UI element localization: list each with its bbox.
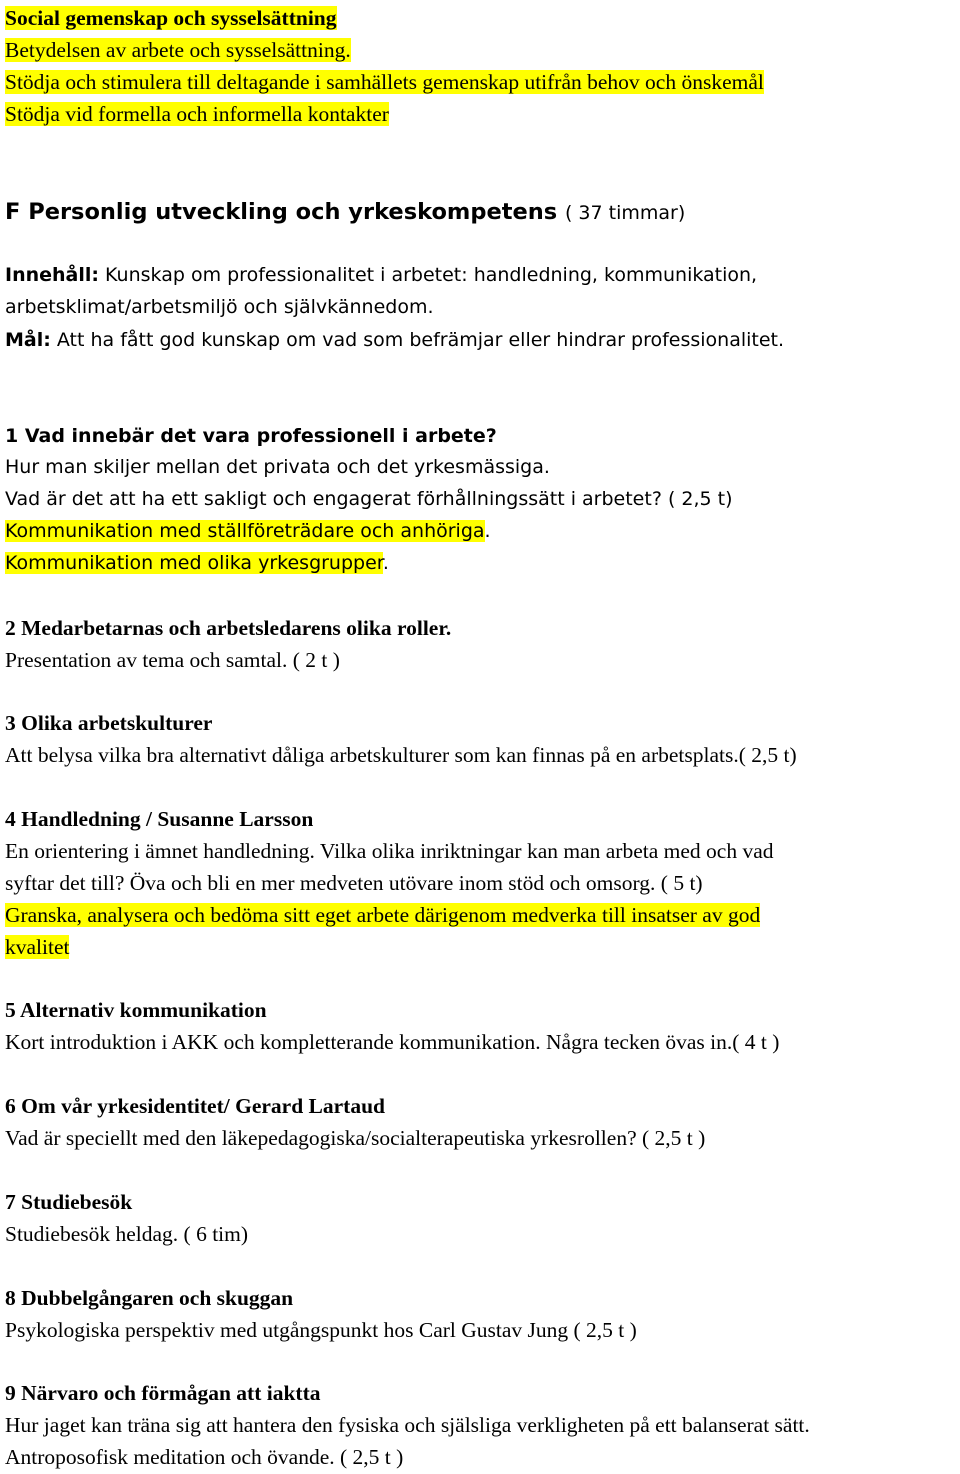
section-title: 4 Handledning / Susanne Larsson [5, 807, 314, 831]
section-title: 3 Olika arbetskulturer [5, 711, 213, 735]
section-title: 7 Studiebesök [5, 1190, 133, 1214]
intro-line: Betydelsen av arbete och sysselsättning. [5, 38, 351, 62]
section-line: Kommunikation med olika yrkesgrupper. [5, 552, 389, 574]
section-title: 2 Medarbetarnas och arbetsledarens olika roller. [5, 616, 452, 640]
module-heading: F Personlig utveckling och yrkeskompetens ( 37 timmar) [5, 199, 686, 225]
module-goal: Mål: Att ha fått god kunskap om vad som befrämjar eller hindrar professionalitet. [5, 329, 785, 351]
section-title: 5 Alternativ kommunikation [5, 998, 267, 1022]
section-line: syftar det till? Öva och bli en mer medveten utövare inom stöd och omsorg. ( 5 t) [5, 871, 703, 895]
section-title: 1 Vad innebär det vara professionell i arbete? [5, 425, 497, 447]
module-hours: ( 37 timmar) [564, 202, 686, 224]
section-line: Hur jaget kan träna sig att hantera den fysiska och själsliga verkligheten på ett balanserat sätt. [5, 1413, 810, 1437]
intro-line: Stödja vid formella och informella kontakter [5, 102, 389, 126]
section-line: En orientering i ämnet handledning. Vilka olika inriktningar kan man arbeta med och vad [5, 839, 774, 863]
section-line: Antroposofisk meditation och övande. ( 2,5 t ) [5, 1445, 404, 1469]
section-title: 9 Närvaro och förmågan att iaktta [5, 1381, 321, 1405]
module-content: Innehåll: Kunskap om professionalitet i arbetet: handledning, kommunikation, [5, 264, 758, 286]
section-line: Vad är det att ha ett sakligt och engagerat förhållningssätt i arbetet? ( 2,5 t) [5, 488, 733, 510]
section-line: Studiebesök heldag. ( 6 tim) [5, 1222, 249, 1246]
section-line: Psykologiska perspektiv med utgångspunkt hos Carl Gustav Jung ( 2,5 t ) [5, 1318, 637, 1342]
section-title: 8 Dubbelgångaren och skuggan [5, 1286, 294, 1310]
section-line: Kort introduktion i AKK och kompletterande kommunikation. Några tecken övas in.( 4 t ) [5, 1030, 780, 1054]
section-line: Hur man skiljer mellan det privata och det yrkesmässiga. [5, 456, 550, 478]
section-line: Vad är speciellt med den läkepedagogiska/socialterapeutiska yrkesrollen? ( 2,5 t ) [5, 1126, 706, 1150]
section-line: Att belysa vilka bra alternativt dåliga arbetskulturer som kan finnas på en arbetsplats.( 2,5 t) [5, 743, 797, 767]
section-line: Presentation av tema och samtal. ( 2 t ) [5, 648, 340, 672]
section-line: kvalitet [5, 935, 70, 959]
intro-line: Stödja och stimulera till deltagande i samhällets gemenskap utifrån behov och önskemål [5, 70, 764, 94]
section-line: Granska, analysera och bedöma sitt eget arbete därigenom medverka till insatser av god [5, 903, 761, 927]
module-content-cont: arbetsklimat/arbetsmiljö och självkännedom. [5, 296, 434, 318]
section-line: Kommunikation med ställföreträdare och anhöriga. [5, 520, 491, 542]
intro-title: Social gemenskap och sysselsättning [5, 6, 337, 30]
section-title: 6 Om vår yrkesidentitet/ Gerard Lartaud [5, 1094, 385, 1118]
